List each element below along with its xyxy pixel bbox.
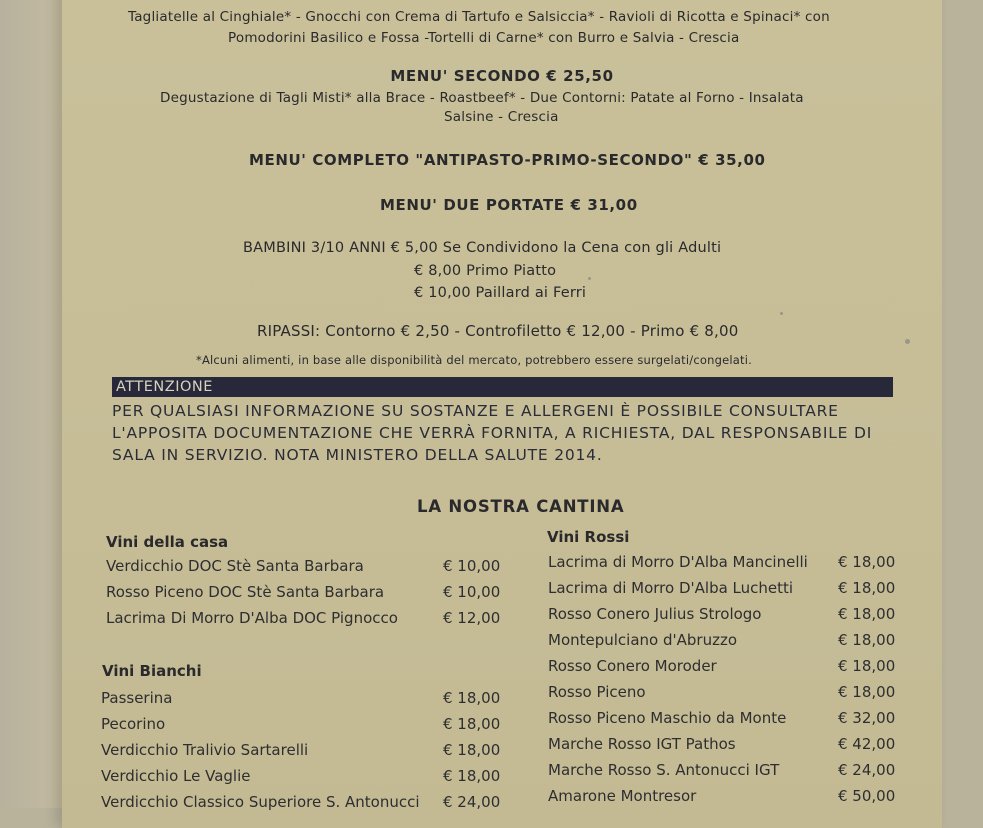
table-surface (0, 0, 70, 808)
wine-name: Rosso Conero Julius Strologo (548, 605, 762, 623)
wine-price: € 18,00 (838, 683, 896, 701)
menu-completo: MENU' COMPLETO "ANTIPASTO-PRIMO-SECONDO" € 35,00 (249, 151, 766, 169)
wine-name: Rosso Piceno (548, 683, 646, 701)
attention-line-1: PER QUALSIASI INFORMAZIONE SU SOSTANZE E ALLERGENI È POSSIBILE CONSULTARE (112, 402, 839, 420)
wine-price: € 18,00 (443, 767, 501, 785)
paper-speck (905, 339, 910, 344)
attention-label: ATTENZIONE (116, 379, 213, 395)
wine-price: € 12,00 (443, 609, 501, 627)
menu-secondo-title: MENU' SECONDO € 25,50 (390, 67, 614, 85)
wine-price: € 18,00 (838, 579, 896, 597)
bambini-line-1: BAMBINI 3/10 ANNI € 5,00 Se Condividono la Cena con gli Adulti (243, 240, 722, 256)
wine-name: Rosso Piceno Maschio da Monte (548, 709, 787, 727)
wine-price: € 42,00 (838, 735, 896, 753)
wine-price: € 24,00 (443, 793, 501, 811)
wine-name: Amarone Montresor (548, 787, 697, 805)
wine-price: € 18,00 (443, 715, 501, 733)
wine-price: € 50,00 (838, 787, 896, 805)
wine-name: Rosso Conero Moroder (548, 657, 717, 675)
cantina-title: LA NOSTRA CANTINA (417, 497, 625, 516)
menu-secondo-line-2: Salsine - Crescia (444, 109, 559, 125)
vini-casa-label: Vini della casa (106, 533, 229, 551)
wine-price: € 18,00 (838, 657, 896, 675)
primi-line-2: Pomodorini Basilico e Fossa -Tortelli di Carne* con Burro e Salvia - Crescia (228, 30, 740, 46)
attention-bar (112, 377, 893, 397)
paper-speck (780, 312, 783, 315)
wine-name: Marche Rosso IGT Pathos (548, 735, 736, 753)
wine-price: € 18,00 (443, 689, 501, 707)
attention-line-3: SALA IN SERVIZIO. NOTA MINISTERO DELLA SALUTE 2014. (112, 446, 603, 464)
wine-price: € 24,00 (838, 761, 896, 779)
menu-secondo-line-1: Degustazione di Tagli Misti* alla Brace - Roastbeef* - Due Contorni: Patate al Forno - Insalata (160, 90, 804, 106)
bambini-line-2: € 8,00 Primo Piatto (414, 263, 557, 279)
wine-price: € 18,00 (838, 553, 896, 571)
wine-name: Passerina (101, 689, 173, 707)
wine-name: Lacrima Di Morro D'Alba DOC Pignocco (106, 609, 398, 627)
wine-name: Rosso Piceno DOC Stè Santa Barbara (106, 583, 385, 601)
wine-name: Verdicchio Tralivio Sartarelli (101, 741, 309, 759)
paper-speck (588, 277, 591, 280)
bambini-line-3: € 10,00 Paillard ai Ferri (414, 285, 587, 301)
wine-price: € 18,00 (838, 631, 896, 649)
wine-name: Pecorino (101, 715, 166, 733)
ripassi: RIPASSI: Contorno € 2,50 - Controfiletto € 12,00 - Primo € 8,00 (257, 322, 739, 340)
primi-line-1: Tagliatelle al Cinghiale* - Gnocchi con Crema di Tartufo e Salsiccia* - Ravioli di Ricotta e Spinaci* con (128, 9, 830, 25)
menu-due-portate: MENU' DUE PORTATE € 31,00 (380, 196, 638, 214)
wine-price: € 10,00 (443, 557, 501, 575)
wine-name: Verdicchio Classico Superiore S. Antonucci (101, 793, 420, 811)
wine-name: Verdicchio DOC Stè Santa Barbara (106, 557, 364, 575)
wine-name: Montepulciano d'Abruzzo (548, 631, 738, 649)
surgelati-note: *Alcuni alimenti, in base alle disponibilità del mercato, potrebbero essere surgelati/congelati. (196, 353, 752, 367)
wine-price: € 32,00 (838, 709, 896, 727)
wine-name: Verdicchio Le Vaglie (101, 767, 251, 785)
wine-name: Lacrima di Morro D'Alba Mancinelli (548, 553, 808, 571)
vini-bianchi-label: Vini Bianchi (102, 662, 202, 680)
attention-line-2: L'APPOSITA DOCUMENTAZIONE CHE VERRÀ FORNITA, A RICHIESTA, DAL RESPONSABILE DI (112, 424, 873, 442)
wine-price: € 18,00 (443, 741, 501, 759)
wine-name: Marche Rosso S. Antonucci IGT (548, 761, 780, 779)
wine-name: Lacrima di Morro D'Alba Luchetti (548, 579, 794, 597)
wine-price: € 18,00 (838, 605, 896, 623)
vini-rossi-label: Vini Rossi (547, 528, 630, 546)
wine-price: € 10,00 (443, 583, 501, 601)
